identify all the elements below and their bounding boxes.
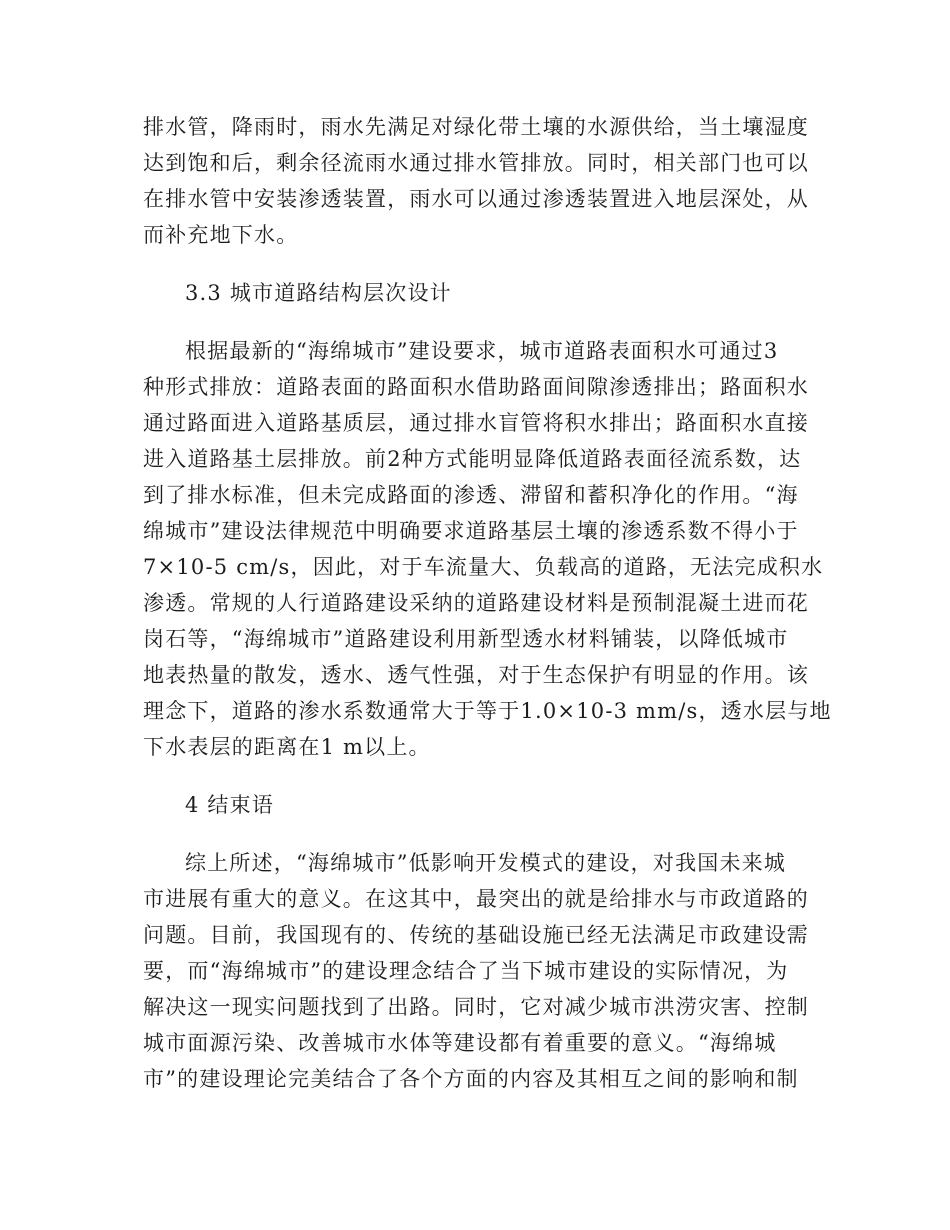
text-line: 排水管，降雨时，雨水先满足对绿化带土壤的水源供给，当土壤湿度: [143, 115, 809, 139]
text-line: 要，而“海绵城市”的建设理念结合了当下城市建设的实际情况，为: [143, 959, 789, 983]
text-line: 综上所述，“海绵城市”低影响开发模式的建设，对我国未来城: [185, 851, 787, 875]
text-line: 根据最新的“海绵城市”建设要求，城市道路表面积水可通过3: [185, 339, 779, 363]
text-line: 通过路面进入道路基质层，通过排水盲管将积水排出；路面积水直接: [143, 411, 809, 435]
section-heading-4: 4 结束语: [185, 793, 275, 817]
text-line: 下水表层的距离在1 m以上。: [143, 735, 431, 759]
text-line: 而补充地下水。: [143, 223, 299, 247]
text-line: 市进展有重大的意义。在这其中，最突出的就是给排水与市政道路的: [143, 887, 809, 911]
text-line: 城市面源污染、改善城市水体等建设都有着重要的意义。“海绵城: [143, 1031, 777, 1055]
text-line: 绵城市”建设法律规范中明确要求道路基层土壤的渗透系数不得小于: [143, 519, 799, 543]
text-line: 达到饱和后，剩余径流雨水通过排水管排放。同时，相关部门也可以: [143, 151, 809, 175]
text-line: 岗石等，“海绵城市”道路建设利用新型透水材料铺装，以降低城市: [143, 627, 789, 651]
text-line: 解决这一现实问题找到了出路。同时，它对减少城市洪涝灾害、控制: [143, 995, 809, 1019]
text-line: 理念下，道路的渗水系数通常大于等于1.0×10-3 mm/s，透水层与地: [143, 699, 832, 723]
text-line: 问题。目前，我国现有的、传统的基础设施已经无法满足市政建设需: [143, 923, 809, 947]
text-line: 在排水管中安装渗透装置，雨水可以通过渗透装置进入地层深处，从: [143, 187, 809, 211]
text-line: 进入道路基土层排放。前2种方式能明显降低道路表面径流系数，达: [143, 447, 802, 471]
text-line: 渗透。常规的人行道路建设采纳的道路建设材料是预制混凝土进而花: [143, 591, 809, 615]
section-heading-3-3: 3.3 城市道路结构层次设计: [185, 281, 452, 305]
text-line: 种形式排放：道路表面的路面积水借助路面间隙渗透排出；路面积水: [143, 375, 809, 399]
text-line: 地表热量的散发，透水、透气性强，对于生态保护有明显的作用。该: [143, 663, 809, 687]
text-line: 到了排水标准，但未完成路面的渗透、滞留和蓄积净化的作用。“海: [143, 483, 799, 507]
text-line: 7×10-5 cm/s，因此，对于车流量大、负载高的道路，无法完成积水: [143, 555, 824, 579]
text-line: 市”的建设理论完美结合了各个方面的内容及其相互之间的影响和制: [143, 1067, 799, 1091]
